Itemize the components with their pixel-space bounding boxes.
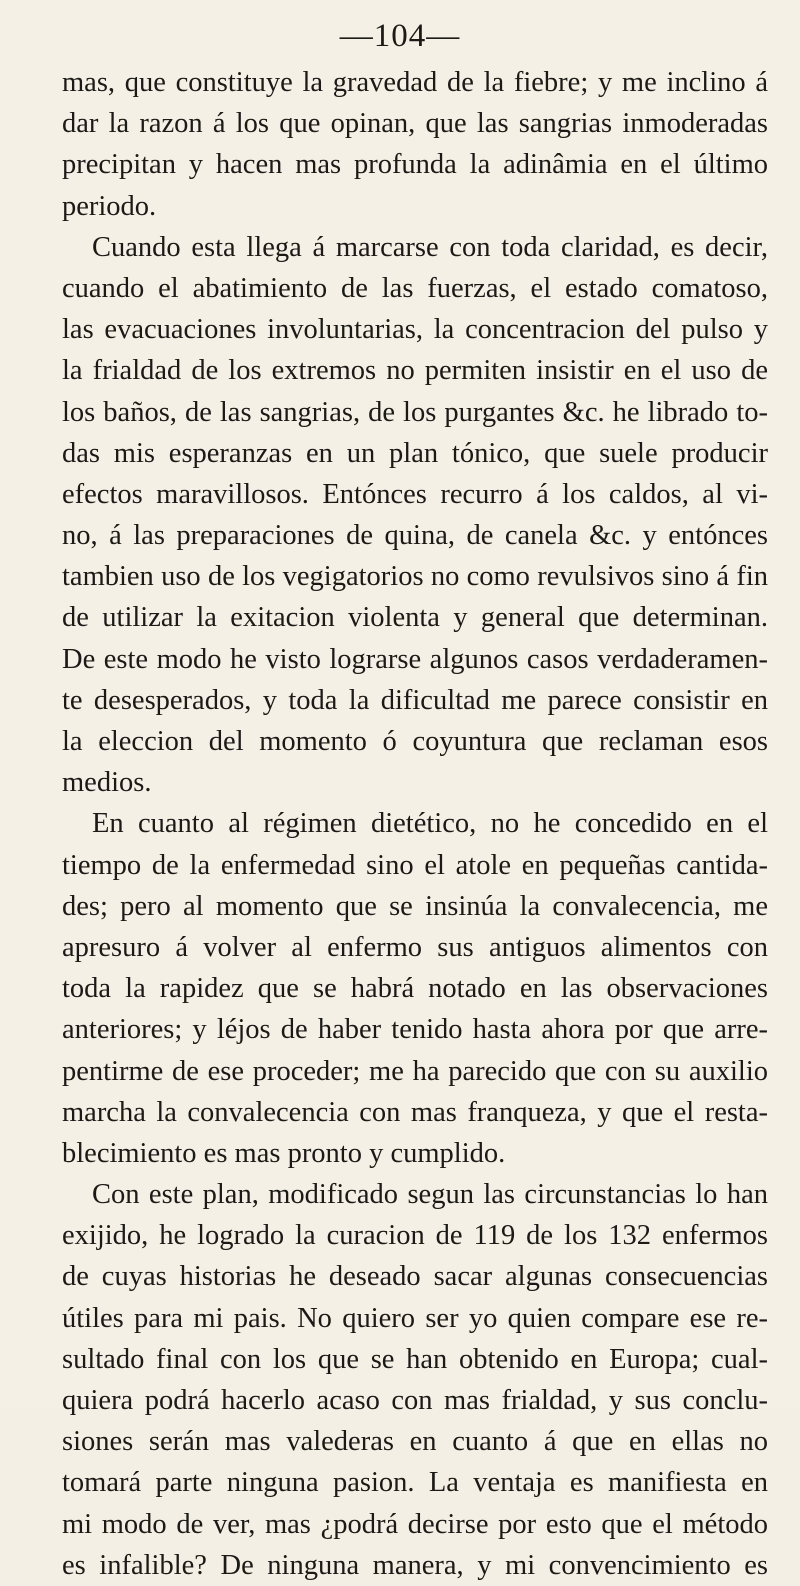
text-line: apresuro á volver al enfermo sus antiguos alimentos con [62,931,768,963]
text-line: En cuanto al régimen dietético, no he concedido en el [92,808,768,840]
text-line: cuando el abatimiento de las fuerzas, el estado comatoso, [62,272,768,304]
text-line: la eleccion del momento ó coyuntura que reclaman esos [62,726,768,757]
text-line: mas, que constituye la gravedad de la fiebre; y me inclino á [62,67,768,98]
text-line: de utilizar la exitacion violenta y general que determinan. [62,602,768,634]
text-line: mi modo de ver, mas ¿podrá decirse por esto que el método [62,1508,768,1540]
text-line: exijido, he logrado la curacion de 119 de los 132 enfermos [62,1220,768,1252]
text-line: de cuyas historias he deseado sacar algunas consecuencias [62,1261,768,1293]
page-number: —104— [339,18,461,54]
text-line: la frialdad de los extremos no permiten insistir en el uso de [62,355,768,387]
text-line: tomará parte ninguna pasion. La ventaja es manifiesta en [62,1467,768,1499]
text-line: quiera podrá hacerlo acaso con mas frialdad, y sus conclu- [62,1385,768,1416]
text-line: medios. [62,767,152,799]
text-line: dar la razon á los que opinan, que las sangrias inmoderadas [62,108,768,140]
text-line: tambien uso de los vegigatorios no como revulsivos sino á fin [62,561,768,593]
text-line: periodo. [62,190,157,222]
text-line: efectos maravillosos. Entónces recurro á los caldos, al vi- [62,478,768,510]
text-line: las evacuaciones involuntarias, la concentracion del pulso y [62,314,768,346]
text-line: Cuando esta llega á marcarse con toda claridad, es decir, [92,231,768,263]
text-line: marcha la convalecencia con mas franqueza, y que el resta- [62,1096,768,1128]
text-line: tiempo de la enfermedad sino el atole en pequeñas cantida- [62,849,768,881]
text-line: das mis esperanzas en un plan tónico, que suele producir [62,437,768,469]
text-line: es infalible? De ninguna manera, y mi convencimiento es [62,1549,768,1581]
text-line: des; pero al momento que se insinúa la convalecencia, me [62,890,768,922]
text-line: los baños, de las sangrias, de los purgantes &c. he librado to- [62,396,768,428]
text-line: no, á las preparaciones de quina, de canela &c. y entónces [62,520,768,552]
text-line: te desesperados, y toda la dificultad me parece consistir en [62,684,768,716]
text-line: Con este plan, modificado segun las circunstancias lo han [92,1179,768,1211]
text-line: De este modo he visto lograrse algunos casos verdaderamen- [62,643,768,675]
text-line: siones serán mas valederas en cuanto á que en ellas no [62,1426,768,1458]
text-line: blecimiento es mas pronto y cumplido. [62,1137,506,1169]
text-line: útiles para mi pais. No quiero ser yo quien compare ese re- [62,1302,768,1334]
text-line: precipitan y hacen mas profunda la adinâmia en el último [62,149,768,181]
text-line: sultado final con los que se han obtenido en Europa; cual- [62,1343,768,1375]
text-line: toda la rapidez que se habrá notado en las observaciones [62,973,768,1005]
text-line: anteriores; y léjos de haber tenido hasta ahora por que arre- [62,1014,768,1046]
body-text [62,62,768,1586]
text-line: pentirme de ese proceder; me ha parecido que con su auxilio [62,1055,768,1087]
